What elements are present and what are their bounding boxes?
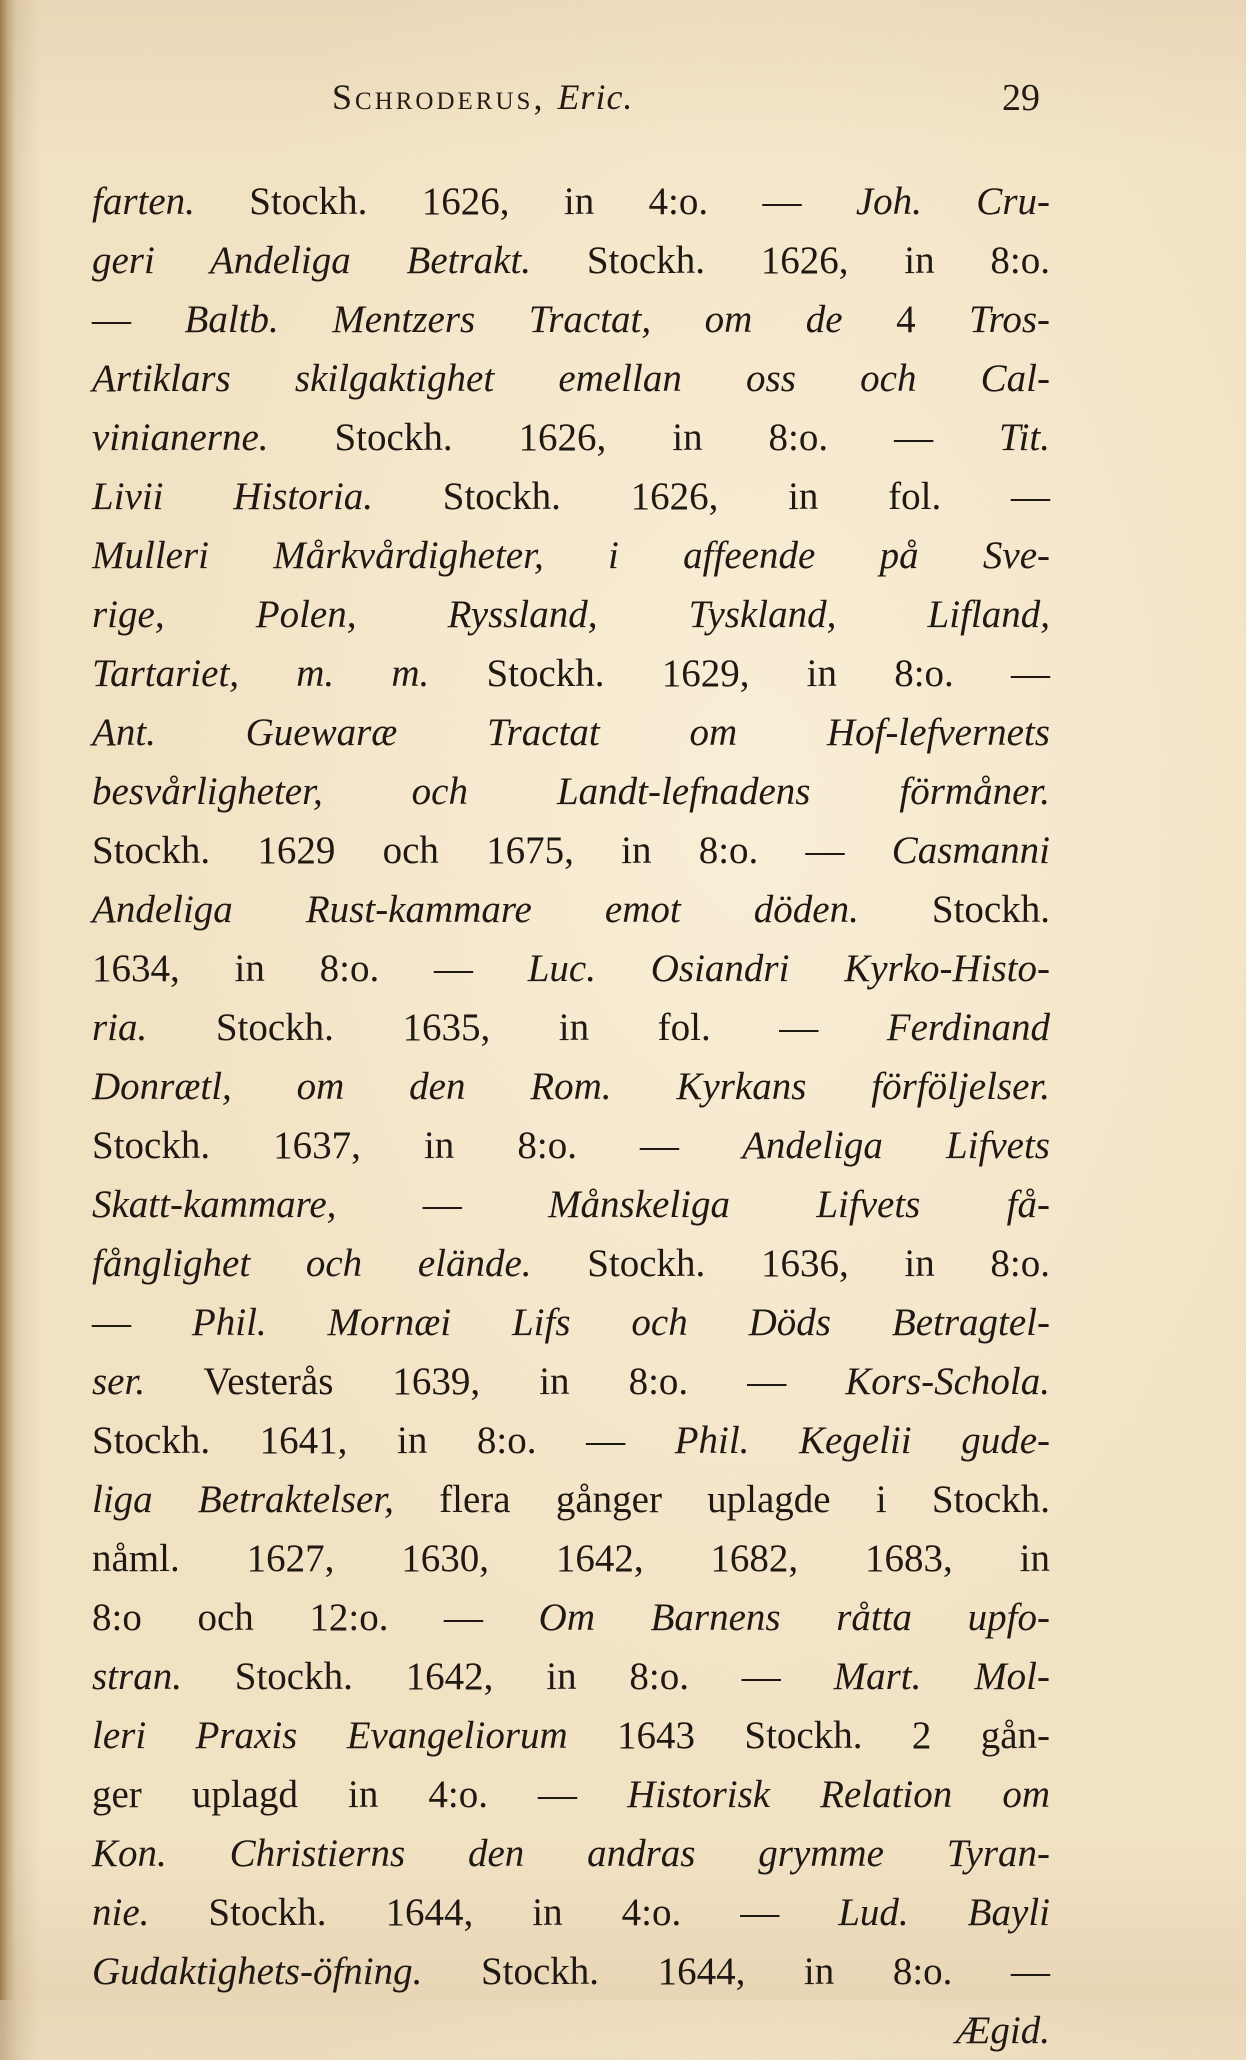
text-line (92, 1529, 1050, 1588)
italic-title-segment: rige, Polen, Ryssland, Tyskland, Lifland, (92, 593, 1050, 636)
italic-title-segment: Historisk Relation om (627, 1773, 1050, 1816)
text-line (92, 1470, 1050, 1529)
italic-title-segment: farten. (92, 180, 195, 223)
italic-title-segment: ria. (92, 1006, 148, 1049)
text-line (92, 585, 1050, 644)
roman-text-segment: — (92, 1301, 192, 1344)
roman-text-segment: Stockh. 1626, in fol. — (373, 475, 1050, 518)
roman-text-segment: Stockh. 1644, in 8:o. — (422, 1950, 1050, 1993)
italic-title-segment: Kors-Schola. (845, 1360, 1050, 1403)
italic-title-segment: Phil. Kegelii gude- (674, 1419, 1050, 1462)
italic-title-segment: Ægid. (955, 2009, 1050, 2052)
italic-title-segment: Baltb. Mentzers Tractat, om de (184, 298, 843, 341)
text-line (92, 1411, 1050, 1470)
text-line (92, 1647, 1050, 1706)
text-line (92, 1116, 1050, 1175)
roman-text-segment: — (336, 1183, 549, 1226)
italic-title-segment: Tit. (999, 416, 1050, 459)
italic-title-segment: nie. (92, 1891, 150, 1934)
page-number: 29 (1002, 77, 1040, 119)
italic-title-segment: Om Barnens råtta upfo- (538, 1596, 1050, 1639)
text-line (92, 172, 1050, 231)
italic-title-segment: Artiklars skilgaktighet emellan oss och Cal- (92, 357, 1050, 400)
roman-text-segment: Stockh. 1642, in 8:o. — (181, 1655, 834, 1698)
italic-title-segment: Mart. Mol- (833, 1655, 1051, 1698)
italic-title-segment: Andeliga Rust-kammare emot döden. (92, 888, 859, 931)
italic-title-segment: Livii Historia. (92, 475, 374, 518)
author-given-name: Eric. (557, 77, 634, 117)
text-line (92, 1057, 1050, 1116)
text-line (92, 1942, 1050, 2001)
text-line (92, 644, 1050, 703)
italic-title-segment: Ferdinand (886, 1006, 1050, 1049)
roman-text-segment: ger uplagd in 4:o. — (92, 1773, 628, 1816)
roman-text-segment: Stockh. 1629, in 8:o. — (429, 652, 1050, 695)
roman-text-segment: 1643 Stockh. 2 gån- (567, 1714, 1051, 1757)
italic-title-segment: Luc. Osiandri Kyrko-Histo- (527, 947, 1050, 990)
roman-text-segment: 8:o och 12:o. — (92, 1596, 539, 1639)
roman-text-segment: 1634, in 8:o. — (92, 947, 528, 990)
roman-text-segment: — (92, 298, 185, 341)
text-line (92, 526, 1050, 585)
author-surname: Schroderus, (332, 77, 546, 117)
text-line (92, 821, 1050, 880)
roman-text-segment: Stockh. 1626, in 8:o. (531, 239, 1050, 282)
italic-title-segment: Tros- (969, 298, 1051, 341)
italic-title-segment: Mulleri Mårkvårdigheter, i affeende på Sve- (92, 534, 1050, 577)
roman-text-segment: nåml. 1627, 1630, 1642, 1682, 1683, in (92, 1537, 1050, 1580)
roman-text-segment: Stockh. (858, 888, 1050, 931)
text-line (92, 998, 1050, 1057)
text-line (92, 880, 1050, 939)
italic-title-segment: Lud. Bayli (838, 1891, 1050, 1934)
text-line (92, 939, 1050, 998)
text-line (92, 231, 1050, 290)
italic-title-segment: leri Praxis Evangeliorum (92, 1714, 568, 1757)
text-line (92, 1883, 1050, 1942)
italic-title-segment: Tartariet, m. m. (92, 652, 430, 695)
italic-title-segment: Andeliga Lifvets (742, 1124, 1050, 1167)
italic-title-segment: besvårligheter, och Landt-lefnadens förmåner. (92, 770, 1050, 813)
roman-text-segment: 4 (842, 298, 970, 341)
text-line (92, 1234, 1050, 1293)
roman-text-segment: Stockh. 1635, in fol. — (147, 1006, 887, 1049)
italic-title-segment: Phil. Mornæi Lifs och Döds Betragtel- (191, 1301, 1050, 1344)
text-line (92, 2001, 1050, 2060)
roman-text-segment: flera gånger uplagde i Stockh. (393, 1478, 1050, 1521)
roman-text-segment: Stockh. 1626, in 4:o. — (194, 180, 856, 223)
text-line (92, 467, 1050, 526)
text-line (92, 1352, 1050, 1411)
italic-title-segment: geri Andeliga Betrakt. (92, 239, 532, 282)
italic-title-segment: liga Betraktelser, (92, 1478, 394, 1521)
italic-title-segment: fånglighet och elände. (92, 1242, 532, 1285)
text-line (92, 408, 1050, 467)
text-line (92, 762, 1050, 821)
roman-text-segment: Stockh. 1644, in 4:o. — (149, 1891, 839, 1934)
running-head (92, 70, 1050, 130)
roman-text-segment: Stockh. 1641, in 8:o. — (92, 1419, 675, 1462)
text-line (92, 1293, 1050, 1352)
text-line (92, 1175, 1050, 1234)
bibliography-text (92, 172, 1050, 2060)
running-head-author (332, 76, 633, 118)
text-line (92, 1588, 1050, 1647)
text-line (92, 1824, 1050, 1883)
roman-text-segment: Stockh. 1636, in 8:o. (531, 1242, 1050, 1285)
italic-title-segment: vinianerne. (92, 416, 269, 459)
italic-title-segment: Joh. Cru- (855, 180, 1050, 223)
text-line (92, 703, 1050, 762)
italic-title-segment: stran. (92, 1655, 182, 1698)
text-line (92, 1765, 1050, 1824)
page-gutter-shadow (0, 0, 14, 2000)
italic-title-segment: Skatt-kammare, (92, 1183, 337, 1226)
roman-text-segment: Stockh. 1626, in 8:o. — (268, 416, 1000, 459)
italic-title-segment: Gudaktighets-öfning. (92, 1950, 423, 1993)
italic-title-segment: Ant. Guewaræ Tractat om Hof-lefvernets (92, 711, 1050, 754)
italic-title-segment: Månskeliga Lifvets få- (548, 1183, 1050, 1226)
roman-text-segment: Stockh. 1637, in 8:o. — (92, 1124, 743, 1167)
text-line (92, 290, 1050, 349)
roman-text-segment: Vesterås 1639, in 8:o. — (145, 1360, 846, 1403)
italic-title-segment: ser. (92, 1360, 146, 1403)
italic-title-segment: Donrætl, om den Rom. Kyrkans förföljelser. (92, 1065, 1050, 1108)
text-line (92, 349, 1050, 408)
italic-title-segment: Casmanni (891, 829, 1050, 872)
text-line (92, 1706, 1050, 1765)
italic-title-segment: Kon. Christierns den andras grymme Tyran- (92, 1832, 1050, 1875)
roman-text-segment: Stockh. 1629 och 1675, in 8:o. — (92, 829, 892, 872)
